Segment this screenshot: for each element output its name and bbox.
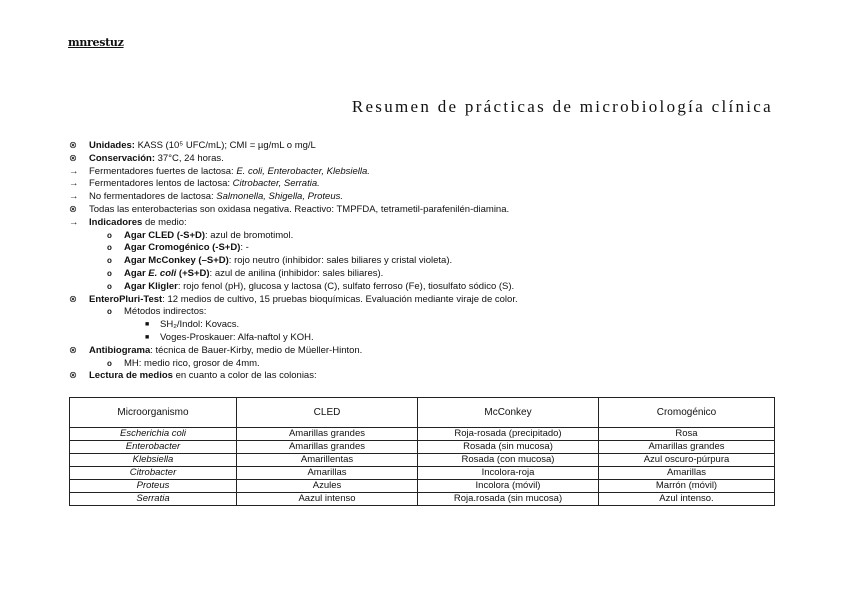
bullet-icon: ⊗ — [69, 293, 77, 305]
organism-cell: Serratia — [70, 493, 237, 506]
bullet-icon: o — [107, 281, 112, 291]
list-item-text — [124, 255, 452, 268]
organism-cell: Citrobacter — [70, 467, 237, 480]
table-cell: Incolora-roja — [418, 467, 599, 480]
text-run: Fermentadores fuertes de lactosa: — [89, 165, 237, 177]
text-run: Citrobacter, Serratia. — [232, 178, 320, 190]
text-run: Fermentadores lentos de lactosa: — [89, 178, 233, 190]
header-cell: Cromogénico — [599, 398, 775, 428]
text-run: Agar McConkey (–S+D) — [124, 255, 229, 267]
text-run: E. coli, Enterobacter, Klebsiella. — [236, 165, 370, 177]
bullet-icon: o — [107, 243, 112, 253]
organism-cell: Proteus — [70, 480, 237, 493]
colony-color-table — [69, 397, 775, 506]
bullet-icon: ⊗ — [69, 152, 77, 164]
text-run: Indicadores — [89, 216, 143, 228]
text-run: Agar Cromogénico (-S+D) — [124, 242, 241, 254]
list-item — [69, 153, 789, 166]
bullet-icon: ■ — [145, 333, 150, 341]
list-item — [69, 370, 789, 383]
organism-cell: Enterobacter — [70, 441, 237, 454]
bullet-icon: → — [69, 165, 79, 177]
bullet-icon: o — [107, 230, 112, 240]
table-cell: Azul intenso. — [599, 493, 775, 506]
list-item — [69, 191, 789, 204]
table-cell: Amarillentas — [237, 454, 418, 467]
text-run: E. coli — [148, 267, 177, 279]
table-row — [70, 428, 775, 441]
bullet-icon: ⊗ — [69, 203, 77, 215]
table-cell: Azul oscuro-púrpura — [599, 454, 775, 467]
organism-cell: Klebsiella — [70, 454, 237, 467]
table-cell: Incolora (móvil) — [418, 480, 599, 493]
text-run: : rojo neutro (inhibidor: sales biliares y cristal violeta). — [228, 255, 453, 267]
table-cell: Rosada (sin mucosa) — [418, 441, 599, 454]
list-item-text — [89, 191, 343, 204]
list-item-text — [124, 230, 293, 243]
text-run: 37°C, 24 horas. — [155, 152, 224, 164]
list-item — [69, 242, 789, 255]
bullet-icon: → — [69, 191, 79, 203]
list-item — [69, 217, 789, 230]
text-run: Unidades: — [89, 140, 135, 151]
bullet-icon: ■ — [145, 321, 150, 329]
list-item — [69, 281, 789, 294]
text-run: (+S+D) — [176, 267, 210, 279]
list-item-text — [160, 319, 239, 332]
text-run: KASS (10⁵ UFC/mL); CMI = µg/mL o mg/L — [134, 140, 316, 151]
bullet-icon: → — [69, 178, 79, 190]
list-item-text — [124, 281, 514, 294]
text-run: Agar Kligler — [124, 280, 178, 292]
list-item-text — [89, 345, 362, 358]
table-cell: Roja.rosada (sin mucosa) — [418, 493, 599, 506]
list-item-text — [89, 217, 187, 230]
table-cell: Aazul intenso — [237, 493, 418, 506]
list-item — [69, 306, 789, 319]
list-item — [69, 178, 789, 191]
header-cell: Microorganismo — [70, 398, 237, 428]
table-row — [70, 454, 775, 467]
list-item — [69, 319, 789, 332]
list-item — [69, 358, 789, 371]
text-run: en cuanto a color de las colonias: — [172, 370, 317, 382]
summary-list — [69, 140, 789, 383]
bullet-icon: ⊗ — [69, 370, 77, 382]
text-run: : 12 medios de cultivo, 15 pruebas bioquímicas. Evaluación mediante viraje de color. — [162, 293, 518, 305]
text-run: Todas las enterobacterias son oxidasa negativa. Reactivo: TMPFDA, tetrametil-parafenilén-diamina. — [89, 203, 510, 215]
document-title: Resumen de prácticas de microbiología clínica — [351, 97, 773, 116]
list-item-text — [89, 370, 317, 383]
header-cell: McConkey — [418, 398, 599, 428]
table-row — [70, 493, 775, 506]
table-cell: Amarillas grandes — [237, 441, 418, 454]
list-item-text — [124, 268, 383, 281]
logo: mnrestuz — [68, 36, 124, 49]
table-cell: Azules — [237, 480, 418, 493]
list-item-text — [89, 294, 518, 307]
text-run: : rojo fenol (pH), glucosa y lactosa (C), sulfato ferroso (Fe), tiosulfato sódico (S). — [177, 280, 515, 292]
table-cell: Marrón (móvil) — [599, 480, 775, 493]
table-cell: Roja-rosada (precipitado) — [418, 428, 599, 441]
bullet-icon: ⊗ — [69, 140, 77, 151]
text-run: Salmonella, Shigella, Proteus. — [216, 191, 344, 203]
list-item-text — [124, 358, 260, 371]
text-run: Agar CLED (-S+D) — [124, 229, 206, 241]
table-cell: Amarillas — [599, 467, 775, 480]
table-row — [70, 467, 775, 480]
list-item-text — [124, 306, 206, 319]
list-item-text — [160, 332, 314, 345]
list-item — [69, 204, 789, 217]
text-run: Antibiograma — [89, 344, 151, 356]
bullet-icon: ⊗ — [69, 344, 77, 356]
list-item — [69, 268, 789, 281]
table-cell: Amarillas — [237, 467, 418, 480]
text-run: No fermentadores de lactosa: — [89, 191, 217, 203]
text-run: : azul de anilina (inhibidor: sales biliares). — [209, 267, 384, 279]
bullet-icon: o — [107, 358, 112, 368]
text-run: : - — [240, 242, 249, 254]
bullet-icon: → — [69, 216, 79, 228]
table-cell: Rosa — [599, 428, 775, 441]
bullet-icon: o — [107, 307, 112, 317]
table-cell: Amarillas grandes — [599, 441, 775, 454]
table-row — [70, 441, 775, 454]
text-run: EnteroPluri-Test — [89, 293, 163, 305]
list-item — [69, 140, 789, 153]
table-cell: Amarillas grandes — [237, 428, 418, 441]
table-row — [70, 480, 775, 493]
list-item — [69, 166, 789, 179]
text-run: Voges-Proskauer: Alfa-naftol y KOH. — [160, 331, 314, 343]
list-item — [69, 294, 789, 307]
text-run: : azul de bromotimol. — [205, 229, 294, 241]
text-run: MH: medio rico, grosor de 4mm. — [124, 357, 260, 369]
text-run: SH₂/Indol: Kovacs. — [160, 319, 240, 331]
list-item — [69, 332, 789, 345]
list-item-text — [89, 178, 320, 191]
table-cell: Rosada (con mucosa) — [418, 454, 599, 467]
text-run: Agar — [124, 267, 149, 279]
list-item-text — [89, 166, 370, 179]
list-item — [69, 230, 789, 243]
text-run: Lectura de medios — [89, 370, 173, 382]
list-item-text — [89, 204, 509, 217]
list-item — [69, 255, 789, 268]
text-run: Métodos indirectos: — [124, 306, 207, 318]
header-cell: CLED — [237, 398, 418, 428]
list-item-text — [89, 153, 224, 166]
table-header-row — [70, 398, 775, 428]
bullet-icon: o — [107, 268, 112, 278]
list-item-text — [89, 140, 316, 153]
list-item-text — [124, 242, 249, 255]
text-run: Conservación: — [89, 152, 155, 164]
text-run: : técnica de Bauer-Kirby, medio de Müeller-Hinton. — [150, 344, 363, 356]
bullet-icon: o — [107, 256, 112, 266]
list-item — [69, 345, 789, 358]
text-run: de medio: — [142, 216, 187, 228]
organism-cell: Escherichia coli — [70, 428, 237, 441]
